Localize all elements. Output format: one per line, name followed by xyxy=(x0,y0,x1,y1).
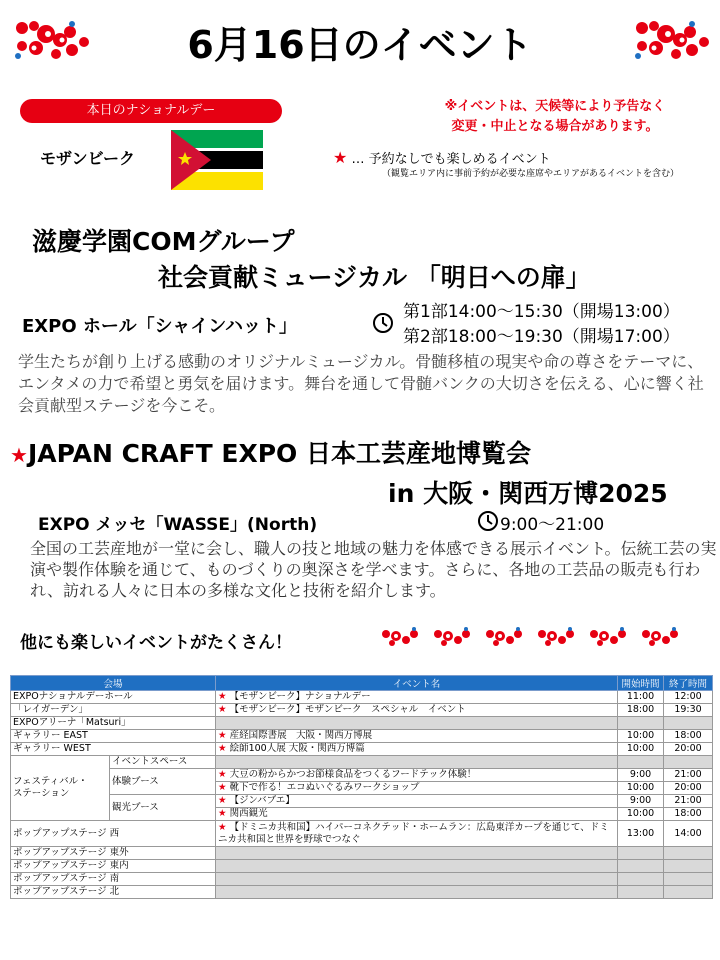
event-cell: ★ 関西観光 xyxy=(216,808,618,821)
end-cell: 14:00 xyxy=(664,821,713,847)
start-cell: 10:00 xyxy=(618,782,664,795)
venue-cell: 「レイガーデン」 xyxy=(11,704,216,717)
expo-logo-icon xyxy=(380,626,422,648)
table-row xyxy=(11,769,713,782)
table-row xyxy=(11,743,713,756)
expo-logo-icon xyxy=(484,626,526,648)
table-row xyxy=(11,860,713,873)
event-cell: ★ 【モザンビーク】ナショナルデー xyxy=(216,691,618,704)
venue-cell: ギャラリー WEST xyxy=(11,743,216,756)
national-day-badge: 本日のナショナルデー xyxy=(20,99,282,123)
event1-description: 学生たちが創り上げる感動のオリジナルミュージカル。骨髄移植の現実や命の尊さをテーマに、エンタメの力で希望と勇気を届けます。舞台を通して骨髄バンクの大切さを伝える、心に響く社会貢献型ステージを今こそ。 xyxy=(18,352,704,415)
national-day-country: モザンビーク xyxy=(40,149,136,168)
event-cell: ★ 靴下で作る！エコぬいぐるみワークショップ xyxy=(216,782,618,795)
start-cell: 10:00 xyxy=(618,808,664,821)
table-row xyxy=(11,795,713,808)
venue-cell: ポップアップステージ 東外 xyxy=(11,847,216,860)
event1-venue: EXPO ホール「シャインハット」 xyxy=(22,316,297,337)
event1-title-line1: 滋慶学園COMグループ xyxy=(32,227,295,256)
table-row xyxy=(11,873,713,886)
table-row xyxy=(11,886,713,899)
start-cell: 10:00 xyxy=(618,743,664,756)
venue-cell: EXPOアリーナ「Matsuri」 xyxy=(11,717,216,730)
end-cell: 12:00 xyxy=(664,691,713,704)
expo-logo-icon xyxy=(432,626,474,648)
star-icon: ★ xyxy=(218,691,227,702)
table-row xyxy=(11,756,713,769)
end-cell: 18:00 xyxy=(664,730,713,743)
event2-time: 9:00～21:00 xyxy=(500,515,605,535)
event2-title-line2: in 大阪・関西万博2025 xyxy=(388,479,668,508)
sub-venue-cell: 体験ブース xyxy=(110,769,216,795)
table-row xyxy=(11,821,713,847)
star-icon: ★ xyxy=(218,795,227,806)
expo-logo-icon xyxy=(588,626,630,648)
legend: ★ … 予約なしでも楽しめるイベント xyxy=(333,148,551,167)
event1-times: 第1部14:00～15:30（開場13:00） 第2部18:00～19:30（開場17:00） xyxy=(403,302,680,347)
event2-description: 全国の工芸産地が一堂に会し、職人の技と地域の魅力を体感できる展示イベント。伝統工芸の実演や製作体験を通じて、ものづくりの奥深さを学べます。さらに、各地の工芸品の販売も行われ、訪れる人々に日本の多様な文化と技術を紹介します。 xyxy=(30,539,717,600)
sub-venue-cell: 観光ブース xyxy=(110,795,216,821)
start-cell: 9:00 xyxy=(618,769,664,782)
star-icon: ★ xyxy=(10,443,28,467)
header-event: イベント名 xyxy=(216,676,618,691)
venue-cell: ポップアップステージ 北 xyxy=(11,886,216,899)
venue-cell: フェスティバル・ ステーション xyxy=(11,756,110,821)
event1-title-line2: 社会貢献ミュージカル 「明日への扉」 xyxy=(158,263,591,292)
expo-logo-icon xyxy=(536,626,578,648)
decorative-logos xyxy=(380,626,682,648)
venue-cell: ポップアップステージ 南 xyxy=(11,873,216,886)
venue-cell: ギャラリー EAST xyxy=(11,730,216,743)
star-icon: ★ xyxy=(218,808,227,819)
event-cell: ★ 産経国際書展 大阪・関西万博展 xyxy=(216,730,618,743)
venue-cell: ポップアップステージ 西 xyxy=(11,821,216,847)
table-row xyxy=(11,691,713,704)
table-row xyxy=(11,847,713,860)
notice: ※イベントは、天候等により予告なく 変更・中止となる場合があります。 xyxy=(444,99,666,134)
header-start: 開始時間 xyxy=(618,676,664,691)
sub-venue-cell: イベントスペース xyxy=(110,756,216,769)
more-events-heading: 他にも楽しいイベントがたくさん！ xyxy=(20,633,292,653)
star-icon: ★ xyxy=(218,704,227,715)
table-row xyxy=(11,730,713,743)
page-title: 6月16日のイベント xyxy=(187,23,533,67)
table-row xyxy=(11,704,713,717)
star-icon: ★ xyxy=(218,782,227,793)
mozambique-flag-icon xyxy=(171,130,263,190)
schedule-table xyxy=(10,675,713,899)
event-cell: ★ 【ドミニカ共和国】ハイパーコネクテッド・ホームラン：広島東洋カープを通じて、ドミニカ共和国と世界を野球でつなぐ xyxy=(216,821,618,847)
header-end: 終了時間 xyxy=(664,676,713,691)
venue-cell: EXPOナショナルデーホール xyxy=(11,691,216,704)
header-venue: 会場 xyxy=(11,676,216,691)
event-cell: ★ 【モザンビーク】モザンビーク スペシャル イベント xyxy=(216,704,618,717)
end-cell: 19:30 xyxy=(664,704,713,717)
venue-cell: ポップアップステージ 東内 xyxy=(11,860,216,873)
end-cell: 21:00 xyxy=(664,795,713,808)
end-cell: 18:00 xyxy=(664,808,713,821)
clock-icon xyxy=(372,312,394,334)
start-cell: 9:00 xyxy=(618,795,664,808)
star-icon: ★ xyxy=(218,769,227,780)
legend-note: （観覧エリア内に事前予約が必要な座席やエリアがあるイベントを含む） xyxy=(382,169,680,179)
star-icon: ★ xyxy=(218,730,227,741)
start-cell: 11:00 xyxy=(618,691,664,704)
end-cell: 20:00 xyxy=(664,743,713,756)
start-cell: 13:00 xyxy=(618,821,664,847)
table-header-row xyxy=(11,676,713,691)
star-icon: ★ xyxy=(218,743,227,754)
table-row xyxy=(11,717,713,730)
event-cell: ★ 絵師100人展 大阪・関西万博篇 xyxy=(216,743,618,756)
event-cell: ★ 大豆の粉からかつお節様食品をつくるフードテック体験！ xyxy=(216,769,618,782)
event2-venue: EXPO メッセ「WASSE」(North) xyxy=(38,515,318,535)
event2-title-line1: ★JAPAN CRAFT EXPO 日本工芸産地博覧会 xyxy=(10,439,532,468)
star-icon: ★ xyxy=(333,148,348,167)
start-cell: 10:00 xyxy=(618,730,664,743)
star-icon: ★ xyxy=(218,821,227,833)
end-cell: 20:00 xyxy=(664,782,713,795)
clock-icon xyxy=(477,510,499,532)
start-cell: 18:00 xyxy=(618,704,664,717)
event-cell: ★ 【ジンバブエ】 xyxy=(216,795,618,808)
expo-logo-icon xyxy=(640,626,682,648)
end-cell: 21:00 xyxy=(664,769,713,782)
